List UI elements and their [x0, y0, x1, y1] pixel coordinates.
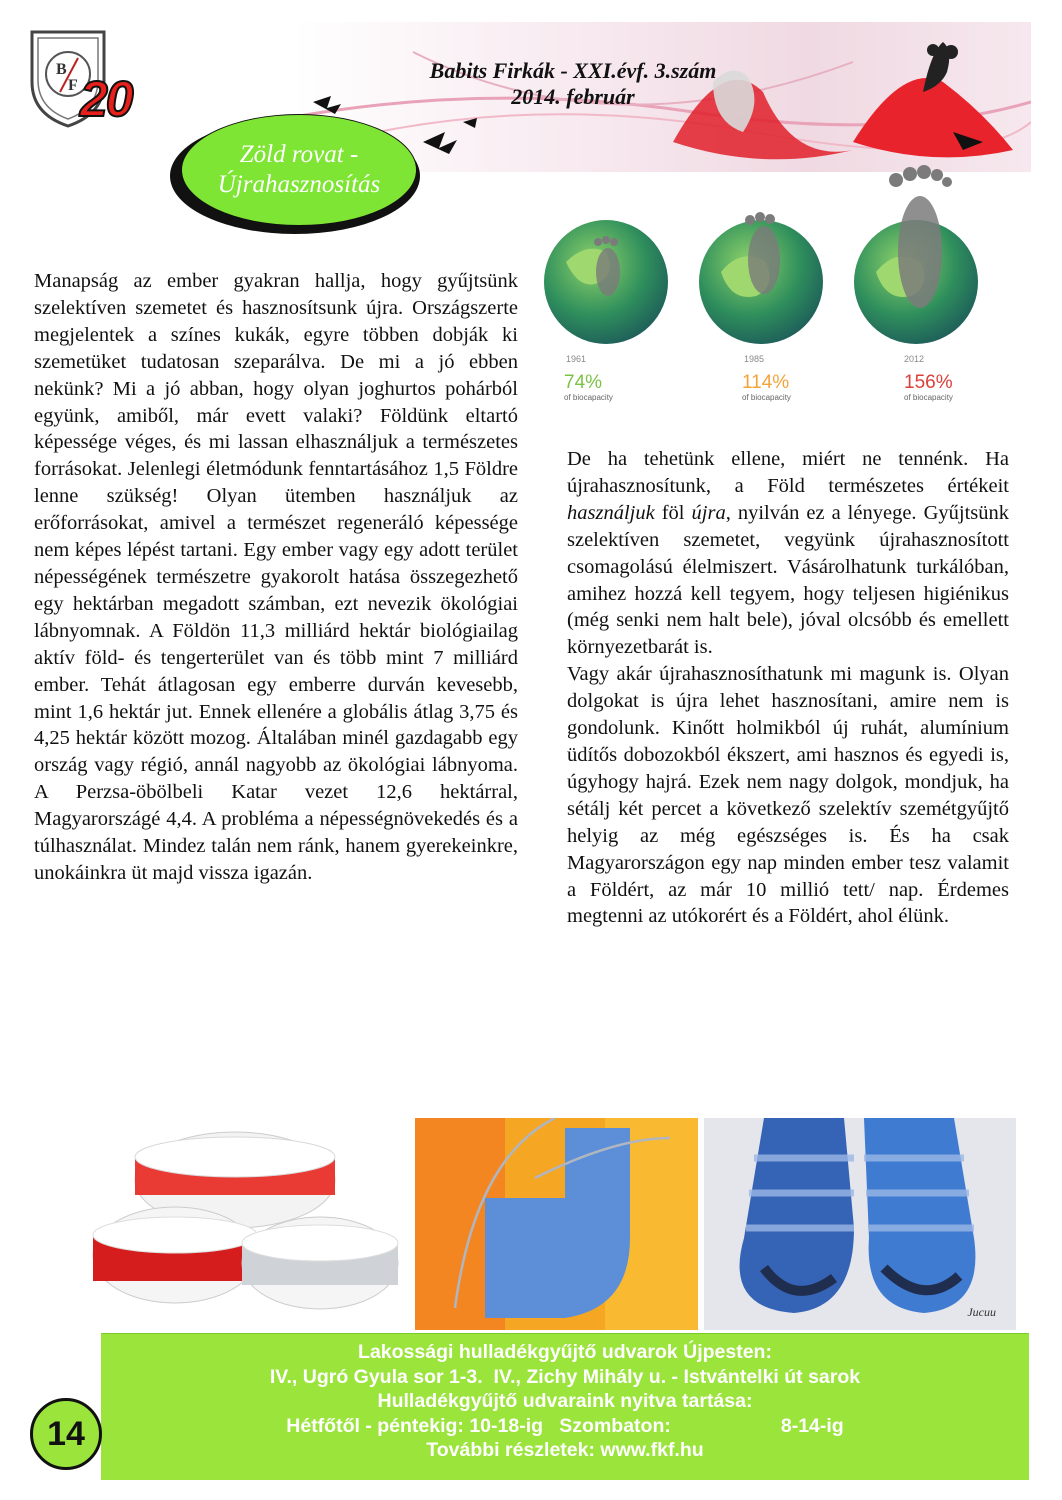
svg-text:F: F — [68, 77, 78, 94]
infobox-line-4 — [101, 1414, 1029, 1439]
opening-hours-weekdays: Hétfőtől - péntekig: 10-18-ig Szombaton: — [286, 1414, 671, 1437]
article-right-paragraph-2: Vagy akár újrahasznosíthatunk mi magunk is. Olyan dolgokat is újra lehet hasznosítani, amire nem is gondolunk. Kinőtt holmikból új ruhát, alumínium üdítős dobozokból ékszert, ami hasznos és egyedi is, úgyhogy hajrá. Ezek nem nagy dolgok, mondjuk, ha sétálj két percet a következő szelektív szemétgyűjtő helyig az még egészséges is. És ha csak Magyarországon egy nap minden ember tesz valamit a Földért, az már 10 millió tett/ nap. Érdemes megtenni az utókorért és a Földért, ahol élünk. — [567, 663, 1009, 928]
can-tab-bracelets-photo — [70, 1115, 400, 1330]
globe-1961 — [544, 220, 668, 344]
knitting-photo — [415, 1118, 698, 1330]
waste-yard-infobox — [101, 1333, 1029, 1480]
opening-hours-saturday: 8-14-ig — [780, 1414, 844, 1437]
issue-line-1: Babits Firkák - XXI.évf. 3.szám — [429, 58, 717, 83]
year-2012: 2012 — [904, 354, 925, 364]
anniversary-number: 20 — [80, 71, 132, 127]
percent-1961: 74% — [564, 372, 603, 393]
globe-1985 — [699, 212, 823, 344]
year-1985: 1985 — [744, 354, 765, 364]
text-run: , nyilván ez a lényege. Gyűjtsünk szelektíven szemetet, vegyünk újrahasznosított csomagolású élelmiszert. Vásárolhatunk turkálóban, amihez hozzá kell tegyem, hogy teljesen higiénikus (még senki nem halt bele), jóval olcsóbb és emellett környezetbarát is. — [567, 501, 1009, 659]
issue-line-2: 2014. február — [511, 84, 635, 109]
infobox-line-3: Hulladékgyűjtő udvaraink nyitva tartása: — [377, 1390, 753, 1412]
article-right-column — [567, 446, 1009, 930]
photo-signature: Jucuu — [967, 1305, 996, 1319]
text-run: De ha tehetünk ellene, miért ne tennénk. Ha újrahasznosítunk, a Föld természetes értékeit — [567, 448, 1009, 497]
infobox-line-5: További részletek: www.fkf.hu — [426, 1439, 704, 1461]
text-emphasis: újra — [691, 501, 726, 524]
caption-2012: of biocapacity — [904, 393, 953, 402]
year-1961: 1961 — [566, 354, 587, 364]
page-number: 14 — [30, 1398, 102, 1470]
percent-2012: 156% — [904, 372, 953, 393]
percent-1985: 114% — [742, 372, 790, 393]
article-left-column: Manapság az ember gyakran hallja, hogy gyűjtsünk szelektíven szemetet és hasznosítsunk újra. Országszerte megjelentek a színes kukák, egyre többen dobják ki szemetüket tudatosan szeparálva. De mi a jó ebben nekünk? Mi a jó abban, hogy olyan joghurtos pohárból együnk, amiből, már evett valaki? Földünk eltartó képessége véges, és mi lassan elhasználjuk a természetes forrásokat. Jelenlegi életmódunk fenntartásához 1,5 Földre lenne szükség! Olyan ütemben használjuk az erőforrásokat, amivel a természet regeneráló képessége nem képes lépést tartani. Egy ember vagy egy adott terület népességének természetre gyakorolt hatása összegezhető egy hektárban megadott számban, ezt nevezik ökológiai lábnyomnak. A Földön 11,3 milliárd hektár biológiailag aktív föld- és tengerterület van és több mint 7 milliárd ember. Tehát átlagosan egy emberre durván kevesebb, mint 1,6 hektár jut. Ennek ellenére a globális átlag 3,75 és 4,25 hektár között mozog. Általában minél gazdagabb egy ország vagy régió, annál nagyobb az ökológiai lábnyoma. A Perzsa-öbölbeli Katar vezet 12,6 hektárral, Magyarországé 4,4. A probléma a népességnövekedés és a túlhasználat. Mindez talán nem ránk, hanem gyerekeinkre, unokáinkra üt majd vissza igazán. — [34, 270, 518, 884]
infobox-line-1: Lakossági hulladékgyűjtő udvarok Újpesten: — [358, 1341, 772, 1363]
caption-1985: of biocapacity — [742, 393, 791, 402]
svg-text:B: B — [56, 61, 67, 78]
issue-title — [293, 58, 853, 110]
article-right-paragraph-1 — [567, 446, 1009, 661]
ecological-footprint-graphic — [536, 162, 986, 420]
globe-2012 — [854, 165, 978, 344]
caption-1961: of biocapacity — [564, 393, 613, 402]
knitted-socks-photo — [704, 1118, 1016, 1330]
section-title-line-1: Zöld rovat - — [239, 141, 359, 168]
section-badge — [181, 114, 417, 226]
text-run: föl — [654, 501, 692, 524]
infobox-line-2: IV., Ugró Gyula sor 1-3. IV., Zichy Mihály u. - Istvántelki út sarok — [269, 1365, 861, 1388]
text-emphasis: használjuk — [567, 501, 655, 524]
section-title-line-2: Újrahasznosítás — [217, 171, 381, 198]
